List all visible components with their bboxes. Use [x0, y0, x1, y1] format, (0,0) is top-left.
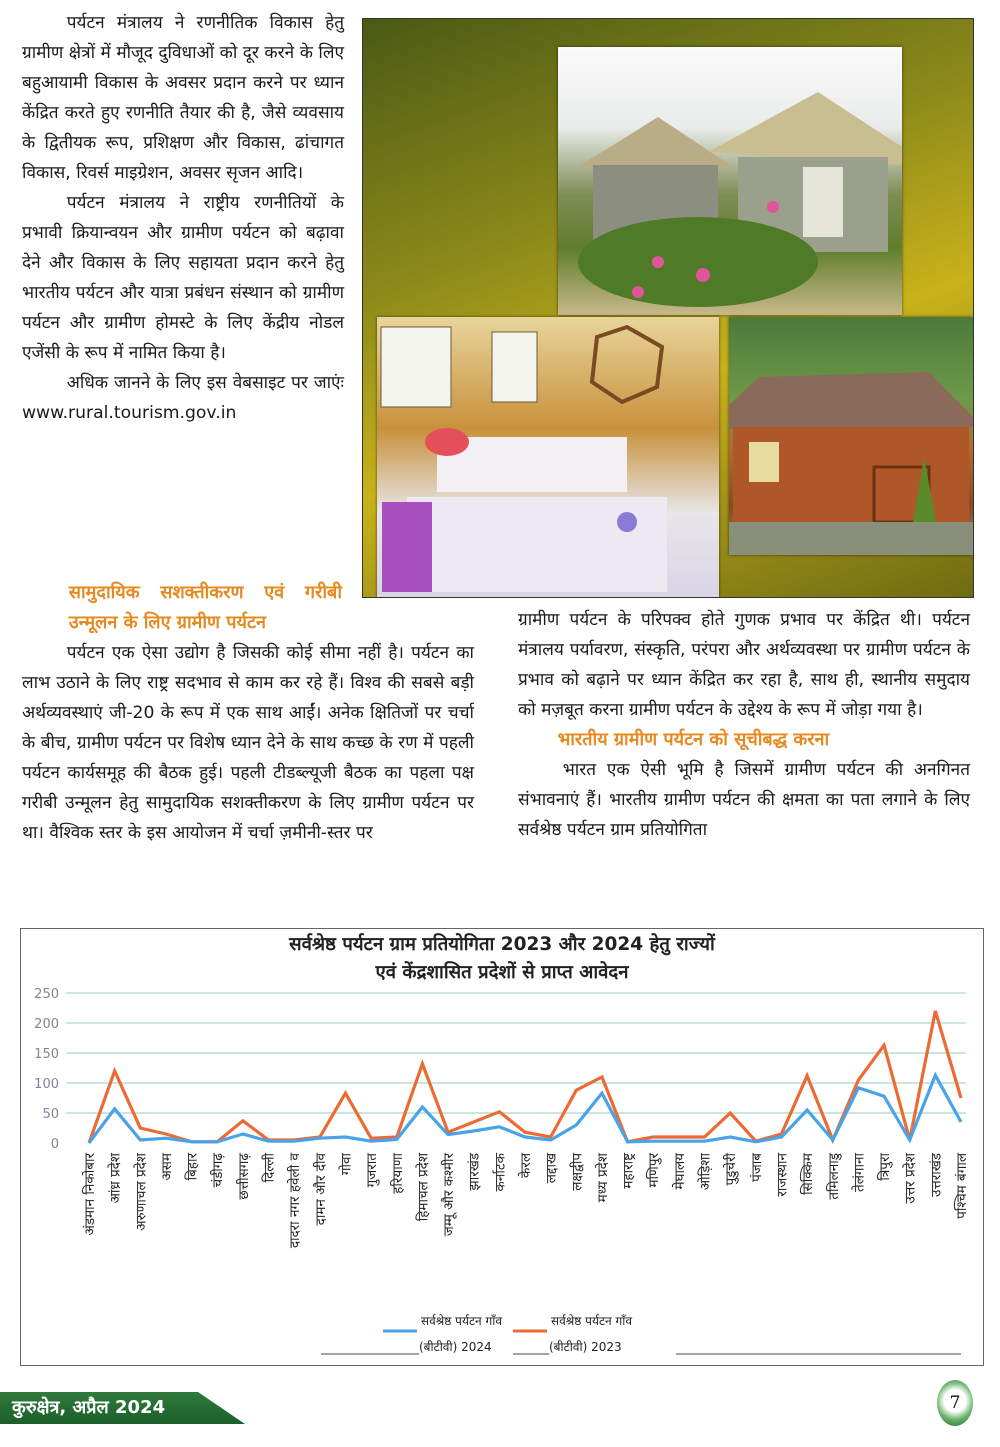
y-tick-label: 150 — [34, 1047, 59, 1062]
bedsheet-pattern — [617, 512, 637, 532]
x-category-label: पश्चिम बंगाल — [954, 1153, 970, 1219]
garden-bush — [578, 217, 818, 307]
y-tick-label: 250 — [34, 987, 59, 1002]
x-category-label: तमिलनाडु — [825, 1153, 842, 1200]
paragraph: पर्यटन मंत्रालय ने राष्ट्रीय रणनीतियों के प्रभावी क्रियान्वयन और ग्रामीण पर्यटन को बढ़ावा देने और विकास के लिए सहायता प्रदान करने हेतु भारतीय पर्यटन और यात्रा प्रबंधन संस्थान को ग्रामीण पर्यटन और ग्रामीण होमस्टे के लिए केंद्रीय नोडल एजेंसी के रूप में नामित किया है। — [22, 193, 344, 363]
x-category-label: बिहार — [184, 1153, 201, 1181]
x-category-label: दादरा नगर हवेली व — [287, 1153, 304, 1249]
x-category-label: उत्तराखंड — [928, 1153, 945, 1198]
section-heading — [22, 578, 342, 638]
chart-plot-area — [21, 929, 983, 1365]
x-category-label: सिक्किम — [800, 1153, 817, 1195]
x-category-label: हरियाणा — [389, 1153, 406, 1194]
hut-door — [803, 167, 843, 237]
x-category-label: गुजरात — [364, 1153, 381, 1188]
rural-homestay-photo-collage — [362, 18, 974, 598]
x-category-label: पंजाब — [748, 1153, 765, 1182]
x-category-label: उत्तर प्रदेश — [902, 1153, 919, 1204]
y-tick-label: 50 — [42, 1107, 59, 1122]
paragraph: पर्यटन मंत्रालय ने रणनीतिक विकास हेतु ग्रामीण क्षेत्रों में मौजूद दुविधाओं को दूर करने के लिए बहुआयामी विकास के अवसर प्रदान करने पर ध्यान केंद्रित करते हुए रणनीति तैयार की है, जैसे व्यवसाय के द्वितीयक रूप, प्रशिक्षण और विकास, ढांचागत विकास, रिवर्स माइग्रेशन, अवसर सृजन आदि। — [22, 13, 344, 183]
x-category-label: दिल्ली — [261, 1153, 278, 1183]
flower — [767, 201, 779, 213]
x-category-label: राजस्थान — [774, 1153, 791, 1197]
x-category-label: गोवा — [338, 1153, 355, 1176]
flower — [652, 256, 664, 268]
x-category-label: हिमाचल प्रदेश — [415, 1153, 432, 1222]
left-column-bottom-text — [22, 578, 474, 848]
x-category-label: लक्षद्वीप — [569, 1153, 586, 1191]
applications-line-chart — [20, 928, 984, 1366]
wooden-cabin-photo — [729, 317, 973, 555]
x-category-label: मध्य प्रदेश — [594, 1153, 611, 1203]
x-category-label: झारखंड — [466, 1153, 483, 1191]
window-right — [492, 332, 537, 402]
x-category-label: आंध्र प्रदेश — [107, 1153, 124, 1204]
chart-title-line-1: सर्वश्रेष्ठ पर्यटन ग्राम प्रतियोगिता 2023 और 2024 हेतु राज्यों — [289, 934, 715, 955]
section-heading: भारतीय ग्रामीण पर्यटन को सूचीबद्ध करना — [557, 729, 830, 750]
y-tick-label: 0 — [50, 1137, 59, 1152]
flower — [696, 268, 710, 282]
homestay-room-photo — [377, 317, 719, 597]
website-paragraph: अधिक जानने के लिए इस वेबसाइट पर जाएंः www.rural.tourism.gov.in — [22, 373, 344, 423]
legend-label: (बीटीवी) 2024 — [419, 1340, 492, 1354]
right-column-bottom-text — [518, 605, 970, 845]
ground — [729, 522, 973, 555]
x-category-label: अरुणाचल प्रदेश — [133, 1153, 150, 1231]
x-category-label: महाराष्ट्र — [620, 1153, 637, 1189]
legend-label: (बीटीवी) 2023 — [549, 1340, 622, 1354]
thatched-huts-photo — [558, 47, 902, 315]
chart-title-line-2: एवं केंद्रशासित प्रदेशों से प्राप्त आवेदन — [375, 962, 629, 983]
x-category-label: दामन और दीव — [312, 1153, 329, 1226]
cabin-window — [749, 442, 779, 482]
x-category-label: तेलंगाना — [851, 1153, 868, 1192]
flower — [632, 286, 644, 298]
rose-wall-carving — [592, 327, 662, 402]
thatched-roof-right — [708, 92, 902, 165]
x-category-label: कर्नाटक — [492, 1153, 509, 1192]
x-category-label: पुडुचेरी — [723, 1153, 740, 1186]
x-category-label: त्रिपुरा — [877, 1153, 894, 1181]
paragraph: पर्यटन एक ऐसा उद्योग है जिसकी कोई सीमा नहीं है। पर्यटन का लाभ उठाने के लिए राष्ट्र सदभाव से काम कर रहे हैं। विश्व की सबसे बड़ी अर्थव्यवस्थाएं जी-20 के रूप में एक साथ आईं। अनेक क्षितिजों पर चर्चा के बीच, ग्रामीण पर्यटन पर विशेष ध्यान देने के साथ कच्छ के रण में पहली पर्यटन कार्यसमूह की बैठक हुई। पहली टीडब्ल्यूजी बैठक का पहला पक्ष गरीबी उन्मूलन हेतु सामुदायिक सशक्तीकरण के लिए ग्रामीण पर्यटन पर था। वैश्विक स्तर के इस आयोजन में चर्चा ज़मीनी-स्तर पर — [22, 643, 474, 843]
series-line-2023 — [89, 1011, 961, 1143]
paragraph: भारत एक ऐसी भूमि है जिसमें ग्रामीण पर्यटन की अनगिनत संभावनाएं हैं। भारतीय ग्रामीण पर्यटन की क्षमता का पता लगाने के लिए सर्वश्रेष्ठ पर्यटन ग्राम प्रतियोगिता — [518, 760, 970, 840]
x-category-label: मेघालय — [671, 1153, 688, 1190]
thatched-huts-illustration — [558, 47, 902, 315]
x-category-label: चंडीगढ़ — [210, 1153, 227, 1188]
y-tick-label: 100 — [34, 1077, 59, 1092]
x-category-label: अंडमान निकोबार — [82, 1153, 98, 1236]
paragraph: ग्रामीण पर्यटन के परिपक्व होते गुणक प्रभाव पर केंद्रित थी। पर्यटन मंत्रालय पर्यावरण, संस्कृति, परंपरा और अर्थव्यवस्था पर ग्रामीण पर्यटन के प्रभाव को बढ़ाने पर ध्यान केंद्रित कर रहा है, साथ ही, स्थानीय समुदाय को मज़बूत करना ग्रामीण पर्यटन के उद्देश्य के रूप में जोड़ा गया है। — [518, 610, 970, 720]
left-column-top-text — [22, 8, 344, 428]
legend-label: सर्वश्रेष्ठ पर्यटन गाँव — [421, 1314, 502, 1328]
x-category-label: छत्तीसगढ़ — [235, 1153, 252, 1200]
page-number: 7 — [937, 1380, 973, 1426]
x-category-label: असम — [158, 1153, 175, 1181]
x-category-label: लद्दाख — [543, 1153, 560, 1184]
y-tick-label: 200 — [34, 1017, 59, 1032]
cabin-illustration — [729, 317, 973, 555]
section-heading-text: सामुदायिक सशक्तीकरण एवं गरीबी उन्मूलन के लिए ग्रामीण पर्यटन — [68, 582, 342, 633]
magazine-issue-label: कुरुक्षेत्र, अप्रैल 2024 — [12, 1397, 166, 1418]
legend-label: सर्वश्रेष्ठ पर्यटन गाँव — [551, 1314, 632, 1328]
tiled-roof — [729, 372, 973, 429]
thatched-roof-left — [578, 117, 733, 167]
bedroom-illustration — [377, 317, 719, 597]
window-left — [381, 327, 451, 407]
x-category-label: ओड़िशा — [697, 1153, 714, 1191]
pillow — [425, 428, 469, 456]
x-category-label: केरल — [518, 1153, 534, 1179]
x-category-label: जम्मू और कश्मीर — [441, 1153, 458, 1237]
x-category-label: मणिपुर — [646, 1153, 663, 1188]
